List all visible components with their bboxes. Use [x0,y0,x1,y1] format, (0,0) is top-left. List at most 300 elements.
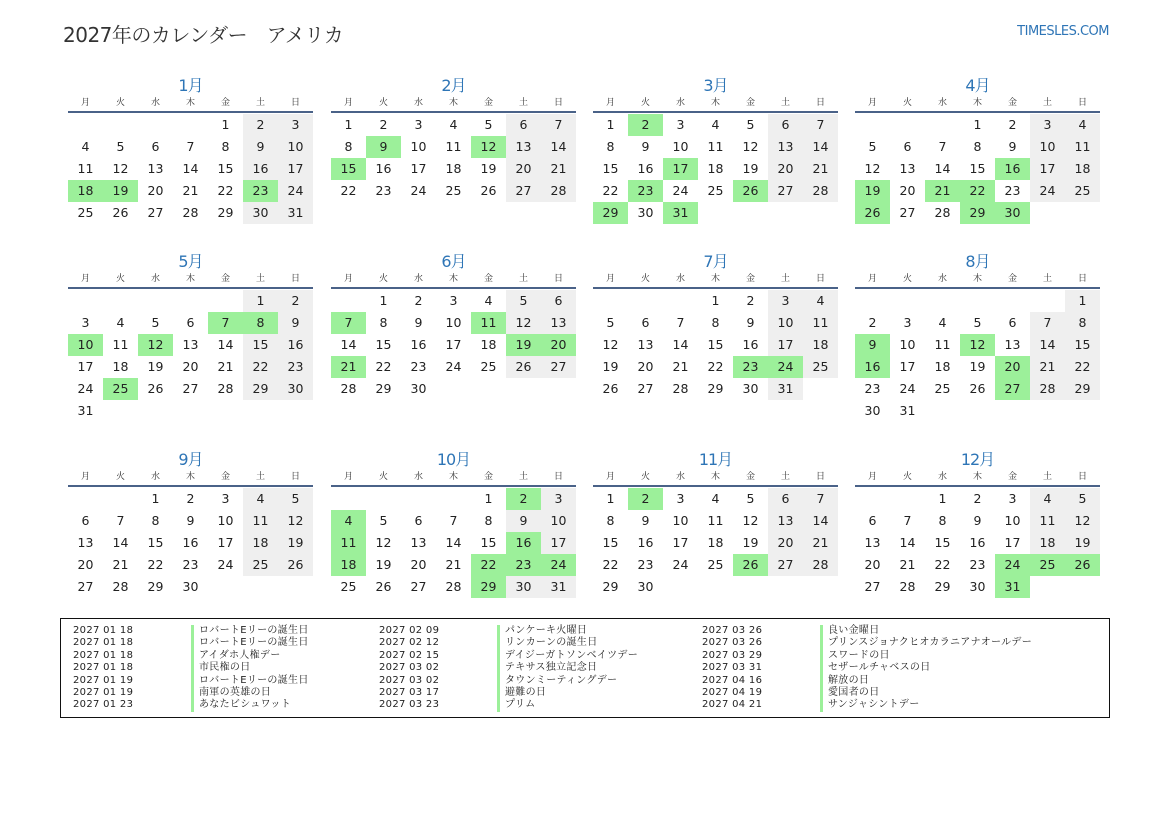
day-cell[interactable]: 23 [1004,183,1021,198]
day-cell[interactable]: 14 [541,136,576,158]
day-cell[interactable]: 29 [471,576,506,598]
day-cell[interactable]: 1 [711,293,720,308]
day-cell[interactable]: 6 [151,139,160,154]
day-cell[interactable]: 21 [1030,356,1065,378]
day-cell[interactable]: 19 [506,334,541,356]
day-cell[interactable]: 13 [864,535,881,550]
day-cell[interactable]: 23 [637,557,654,572]
day-cell[interactable]: 5 [746,117,755,132]
day-cell[interactable]: 26 [602,381,619,396]
day-cell[interactable]: 10 [445,315,462,330]
day-cell[interactable]: 11 [1030,510,1065,532]
day-cell[interactable]: 25 [340,579,357,594]
day-cell[interactable]: 21 [925,180,960,202]
day-cell[interactable]: 7 [803,114,838,136]
day-cell[interactable]: 2 [506,488,541,510]
day-cell[interactable]: 12 [375,535,392,550]
day-cell[interactable]: 18 [1030,532,1065,554]
day-cell[interactable]: 22 [960,180,995,202]
day-cell[interactable]: 18 [934,359,951,374]
day-cell[interactable]: 10 [217,513,234,528]
day-cell[interactable]: 6 [903,139,912,154]
day-cell[interactable]: 13 [182,337,199,352]
day-cell[interactable]: 5 [973,315,982,330]
day-cell[interactable]: 10 [68,334,103,356]
day-cell[interactable]: 18 [112,359,129,374]
day-cell[interactable]: 24 [445,359,462,374]
day-cell[interactable]: 14 [934,161,951,176]
day-cell[interactable]: 5 [1065,488,1100,510]
day-cell[interactable]: 15 [331,158,366,180]
day-cell[interactable]: 1 [938,491,947,506]
day-cell[interactable]: 30 [969,579,986,594]
day-cell[interactable]: 11 [707,513,724,528]
day-cell[interactable]: 20 [147,183,164,198]
day-cell[interactable]: 17 [410,161,427,176]
day-cell[interactable]: 18 [707,161,724,176]
day-cell[interactable]: 5 [278,488,313,510]
day-cell[interactable]: 21 [182,183,199,198]
day-cell[interactable]: 11 [934,337,951,352]
day-cell[interactable]: 26 [147,381,164,396]
day-cell[interactable]: 11 [471,312,506,334]
day-cell[interactable]: 31 [278,202,313,224]
day-cell[interactable]: 31 [768,378,803,400]
day-cell[interactable]: 8 [973,139,982,154]
day-cell[interactable]: 20 [182,359,199,374]
day-cell[interactable]: 6 [541,290,576,312]
day-cell[interactable]: 20 [541,334,576,356]
day-cell[interactable]: 15 [707,337,724,352]
day-cell[interactable]: 22 [243,356,278,378]
day-cell[interactable]: 20 [768,158,803,180]
day-cell[interactable]: 12 [278,510,313,532]
day-cell[interactable]: 1 [151,491,160,506]
day-cell[interactable]: 11 [331,532,366,554]
day-cell[interactable]: 9 [973,513,982,528]
day-cell[interactable]: 13 [541,312,576,334]
day-cell[interactable]: 8 [606,513,615,528]
day-cell[interactable]: 17 [672,535,689,550]
day-cell[interactable]: 25 [803,356,838,378]
day-cell[interactable]: 12 [742,139,759,154]
day-cell[interactable]: 15 [480,535,497,550]
day-cell[interactable]: 3 [676,117,685,132]
day-cell[interactable]: 8 [151,513,160,528]
day-cell[interactable]: 20 [864,557,881,572]
day-cell[interactable]: 8 [344,139,353,154]
day-cell[interactable]: 13 [768,510,803,532]
day-cell[interactable]: 9 [746,315,755,330]
day-cell[interactable]: 29 [593,202,628,224]
day-cell[interactable]: 1 [379,293,388,308]
day-cell[interactable]: 27 [410,579,427,594]
day-cell[interactable]: 15 [969,161,986,176]
day-cell[interactable]: 21 [445,557,462,572]
day-cell[interactable]: 27 [637,381,654,396]
day-cell[interactable]: 4 [1065,114,1100,136]
day-cell[interactable]: 18 [803,334,838,356]
day-cell[interactable]: 2 [1008,117,1017,132]
day-cell[interactable]: 28 [803,180,838,202]
day-cell[interactable]: 31 [77,403,94,418]
day-cell[interactable]: 9 [1008,139,1017,154]
day-cell[interactable]: 13 [506,136,541,158]
day-cell[interactable]: 16 [182,535,199,550]
day-cell[interactable]: 4 [243,488,278,510]
day-cell[interactable]: 11 [243,510,278,532]
day-cell[interactable]: 22 [707,359,724,374]
day-cell[interactable]: 12 [506,312,541,334]
day-cell[interactable]: 19 [103,180,138,202]
day-cell[interactable]: 10 [899,337,916,352]
day-cell[interactable]: 13 [410,535,427,550]
day-cell[interactable]: 5 [868,139,877,154]
day-cell[interactable]: 19 [855,180,890,202]
day-cell[interactable]: 3 [81,315,90,330]
day-cell[interactable]: 4 [711,491,720,506]
day-cell[interactable]: 16 [637,535,654,550]
day-cell[interactable]: 7 [331,312,366,334]
day-cell[interactable]: 3 [903,315,912,330]
day-cell[interactable]: 15 [602,161,619,176]
day-cell[interactable]: 22 [934,557,951,572]
day-cell[interactable]: 2 [379,117,388,132]
day-cell[interactable]: 7 [938,139,947,154]
day-cell[interactable]: 24 [77,381,94,396]
day-cell[interactable]: 14 [803,136,838,158]
day-cell[interactable]: 15 [602,535,619,550]
day-cell[interactable]: 24 [672,557,689,572]
day-cell[interactable]: 19 [969,359,986,374]
day-cell[interactable]: 4 [938,315,947,330]
day-cell[interactable]: 28 [112,579,129,594]
day-cell[interactable]: 30 [410,381,427,396]
day-cell[interactable]: 5 [746,491,755,506]
day-cell[interactable]: 21 [672,359,689,374]
day-cell[interactable]: 3 [676,491,685,506]
day-cell[interactable]: 15 [934,535,951,550]
day-cell[interactable]: 23 [182,557,199,572]
day-cell[interactable]: 14 [1030,334,1065,356]
day-cell[interactable]: 23 [375,183,392,198]
day-cell[interactable]: 19 [742,161,759,176]
day-cell[interactable]: 1 [606,491,615,506]
day-cell[interactable]: 5 [606,315,615,330]
day-cell[interactable]: 17 [541,532,576,554]
day-cell[interactable]: 9 [641,513,650,528]
day-cell[interactable]: 15 [217,161,234,176]
day-cell[interactable]: 7 [449,513,458,528]
day-cell[interactable]: 26 [855,202,890,224]
day-cell[interactable]: 16 [506,532,541,554]
day-cell[interactable]: 22 [147,557,164,572]
day-cell[interactable]: 10 [278,136,313,158]
day-cell[interactable]: 17 [445,337,462,352]
day-cell[interactable]: 22 [602,557,619,572]
day-cell[interactable]: 9 [641,139,650,154]
day-cell[interactable]: 29 [707,381,724,396]
day-cell[interactable]: 18 [445,161,462,176]
day-cell[interactable]: 10 [541,510,576,532]
day-cell[interactable]: 13 [768,136,803,158]
day-cell[interactable]: 2 [278,290,313,312]
day-cell[interactable]: 30 [864,403,881,418]
day-cell[interactable]: 6 [641,315,650,330]
day-cell[interactable]: 10 [1030,136,1065,158]
day-cell[interactable]: 17 [899,359,916,374]
day-cell[interactable]: 27 [147,205,164,220]
day-cell[interactable]: 12 [742,513,759,528]
day-cell[interactable]: 6 [768,114,803,136]
day-cell[interactable]: 9 [243,136,278,158]
day-cell[interactable]: 26 [733,554,768,576]
day-cell[interactable]: 22 [340,183,357,198]
day-cell[interactable]: 25 [77,205,94,220]
day-cell[interactable]: 3 [1008,491,1017,506]
day-cell[interactable]: 30 [506,576,541,598]
day-cell[interactable]: 27 [995,378,1030,400]
day-cell[interactable]: 25 [934,381,951,396]
day-cell[interactable]: 13 [147,161,164,176]
day-cell[interactable]: 27 [768,180,803,202]
day-cell[interactable]: 30 [278,378,313,400]
day-cell[interactable]: 13 [77,535,94,550]
day-cell[interactable]: 29 [960,202,995,224]
day-cell[interactable]: 14 [445,535,462,550]
day-cell[interactable]: 14 [112,535,129,550]
day-cell[interactable]: 24 [410,183,427,198]
day-cell[interactable]: 28 [1030,378,1065,400]
day-cell[interactable]: 8 [243,312,278,334]
day-cell[interactable]: 24 [278,180,313,202]
day-cell[interactable]: 1 [344,117,353,132]
day-cell[interactable]: 5 [116,139,125,154]
day-cell[interactable]: 27 [768,554,803,576]
day-cell[interactable]: 15 [375,337,392,352]
day-cell[interactable]: 31 [541,576,576,598]
day-cell[interactable]: 26 [506,356,541,378]
day-cell[interactable]: 19 [1065,532,1100,554]
day-cell[interactable]: 29 [602,579,619,594]
day-cell[interactable]: 16 [278,334,313,356]
day-cell[interactable]: 1 [243,290,278,312]
day-cell[interactable]: 24 [995,554,1030,576]
day-cell[interactable]: 14 [182,161,199,176]
day-cell[interactable]: 29 [147,579,164,594]
day-cell[interactable]: 30 [742,381,759,396]
day-cell[interactable]: 29 [934,579,951,594]
day-cell[interactable]: 8 [711,315,720,330]
day-cell[interactable]: 8 [221,139,230,154]
day-cell[interactable]: 21 [331,356,366,378]
day-cell[interactable]: 27 [77,579,94,594]
day-cell[interactable]: 25 [243,554,278,576]
day-cell[interactable]: 20 [410,557,427,572]
day-cell[interactable]: 16 [375,161,392,176]
day-cell[interactable]: 4 [1030,488,1065,510]
day-cell[interactable]: 17 [663,158,698,180]
day-cell[interactable]: 30 [637,205,654,220]
day-cell[interactable]: 7 [186,139,195,154]
day-cell[interactable]: 6 [768,488,803,510]
day-cell[interactable]: 29 [243,378,278,400]
day-cell[interactable]: 28 [541,180,576,202]
day-cell[interactable]: 25 [445,183,462,198]
day-cell[interactable]: 25 [707,183,724,198]
day-cell[interactable]: 29 [1065,378,1100,400]
day-cell[interactable]: 11 [445,139,462,154]
day-cell[interactable]: 4 [116,315,125,330]
day-cell[interactable]: 14 [803,510,838,532]
day-cell[interactable]: 16 [637,161,654,176]
day-cell[interactable]: 11 [112,337,129,352]
day-cell[interactable]: 21 [803,158,838,180]
day-cell[interactable]: 4 [803,290,838,312]
day-cell[interactable]: 21 [899,557,916,572]
day-cell[interactable]: 17 [1030,158,1065,180]
day-cell[interactable]: 31 [995,576,1030,598]
day-cell[interactable]: 16 [855,356,890,378]
day-cell[interactable]: 19 [375,557,392,572]
day-cell[interactable]: 12 [602,337,619,352]
day-cell[interactable]: 27 [864,579,881,594]
day-cell[interactable]: 18 [68,180,103,202]
day-cell[interactable]: 12 [471,136,506,158]
day-cell[interactable]: 20 [768,532,803,554]
day-cell[interactable]: 6 [186,315,195,330]
day-cell[interactable]: 11 [707,139,724,154]
day-cell[interactable]: 16 [243,158,278,180]
day-cell[interactable]: 23 [506,554,541,576]
day-cell[interactable]: 7 [903,513,912,528]
day-cell[interactable]: 16 [995,158,1030,180]
day-cell[interactable]: 23 [628,180,663,202]
day-cell[interactable]: 4 [81,139,90,154]
day-cell[interactable]: 13 [637,337,654,352]
day-cell[interactable]: 18 [331,554,366,576]
day-cell[interactable]: 13 [899,161,916,176]
day-cell[interactable]: 7 [676,315,685,330]
day-cell[interactable]: 12 [112,161,129,176]
day-cell[interactable]: 24 [1030,180,1065,202]
day-cell[interactable]: 3 [449,293,458,308]
day-cell[interactable]: 1 [973,117,982,132]
day-cell[interactable]: 20 [637,359,654,374]
day-cell[interactable]: 2 [243,114,278,136]
day-cell[interactable]: 25 [103,378,138,400]
day-cell[interactable]: 20 [77,557,94,572]
day-cell[interactable]: 8 [938,513,947,528]
day-cell[interactable]: 1 [606,117,615,132]
day-cell[interactable]: 27 [541,356,576,378]
day-cell[interactable]: 12 [1065,510,1100,532]
day-cell[interactable]: 9 [506,510,541,532]
day-cell[interactable]: 23 [278,356,313,378]
day-cell[interactable]: 4 [449,117,458,132]
day-cell[interactable]: 26 [278,554,313,576]
day-cell[interactable]: 20 [506,158,541,180]
day-cell[interactable]: 2 [628,114,663,136]
day-cell[interactable]: 22 [375,359,392,374]
day-cell[interactable]: 5 [506,290,541,312]
day-cell[interactable]: 26 [480,183,497,198]
day-cell[interactable]: 4 [331,510,366,532]
day-cell[interactable]: 28 [182,205,199,220]
day-cell[interactable]: 15 [243,334,278,356]
day-cell[interactable]: 14 [340,337,357,352]
day-cell[interactable]: 27 [899,205,916,220]
day-cell[interactable]: 19 [602,359,619,374]
day-cell[interactable]: 9 [278,312,313,334]
day-cell[interactable]: 25 [1030,554,1065,576]
day-cell[interactable]: 22 [1065,356,1100,378]
day-cell[interactable]: 4 [484,293,493,308]
day-cell[interactable]: 18 [480,337,497,352]
day-cell[interactable]: 10 [1004,513,1021,528]
day-cell[interactable]: 14 [899,535,916,550]
day-cell[interactable]: 16 [969,535,986,550]
day-cell[interactable]: 21 [541,158,576,180]
day-cell[interactable]: 11 [77,161,94,176]
day-cell[interactable]: 15 [147,535,164,550]
day-cell[interactable]: 21 [803,532,838,554]
day-cell[interactable]: 6 [506,114,541,136]
day-cell[interactable]: 2 [973,491,982,506]
day-cell[interactable]: 19 [278,532,313,554]
day-cell[interactable]: 9 [855,334,890,356]
day-cell[interactable]: 8 [379,315,388,330]
day-cell[interactable]: 24 [217,557,234,572]
day-cell[interactable]: 6 [1008,315,1017,330]
day-cell[interactable]: 23 [969,557,986,572]
day-cell[interactable]: 18 [1065,158,1100,180]
day-cell[interactable]: 3 [541,488,576,510]
day-cell[interactable]: 27 [182,381,199,396]
day-cell[interactable]: 20 [899,183,916,198]
day-cell[interactable]: 26 [1065,554,1100,576]
day-cell[interactable]: 17 [278,158,313,180]
day-cell[interactable]: 5 [379,513,388,528]
day-cell[interactable]: 29 [375,381,392,396]
day-cell[interactable]: 7 [1030,312,1065,334]
day-cell[interactable]: 12 [960,334,995,356]
day-cell[interactable]: 10 [672,513,689,528]
day-cell[interactable]: 30 [995,202,1030,224]
day-cell[interactable]: 26 [112,205,129,220]
day-cell[interactable]: 7 [541,114,576,136]
day-cell[interactable]: 3 [278,114,313,136]
day-cell[interactable]: 3 [414,117,423,132]
day-cell[interactable]: 11 [803,312,838,334]
day-cell[interactable]: 30 [243,202,278,224]
day-cell[interactable]: 25 [707,557,724,572]
day-cell[interactable]: 28 [672,381,689,396]
day-cell[interactable]: 31 [663,202,698,224]
day-cell[interactable]: 18 [243,532,278,554]
day-cell[interactable]: 26 [969,381,986,396]
day-cell[interactable]: 6 [414,513,423,528]
day-cell[interactable]: 2 [414,293,423,308]
day-cell[interactable]: 20 [995,356,1030,378]
day-cell[interactable]: 15 [1065,334,1100,356]
day-cell[interactable]: 26 [733,180,768,202]
day-cell[interactable]: 9 [186,513,195,528]
day-cell[interactable]: 6 [868,513,877,528]
day-cell[interactable]: 17 [768,334,803,356]
day-cell[interactable]: 16 [410,337,427,352]
day-cell[interactable]: 23 [733,356,768,378]
